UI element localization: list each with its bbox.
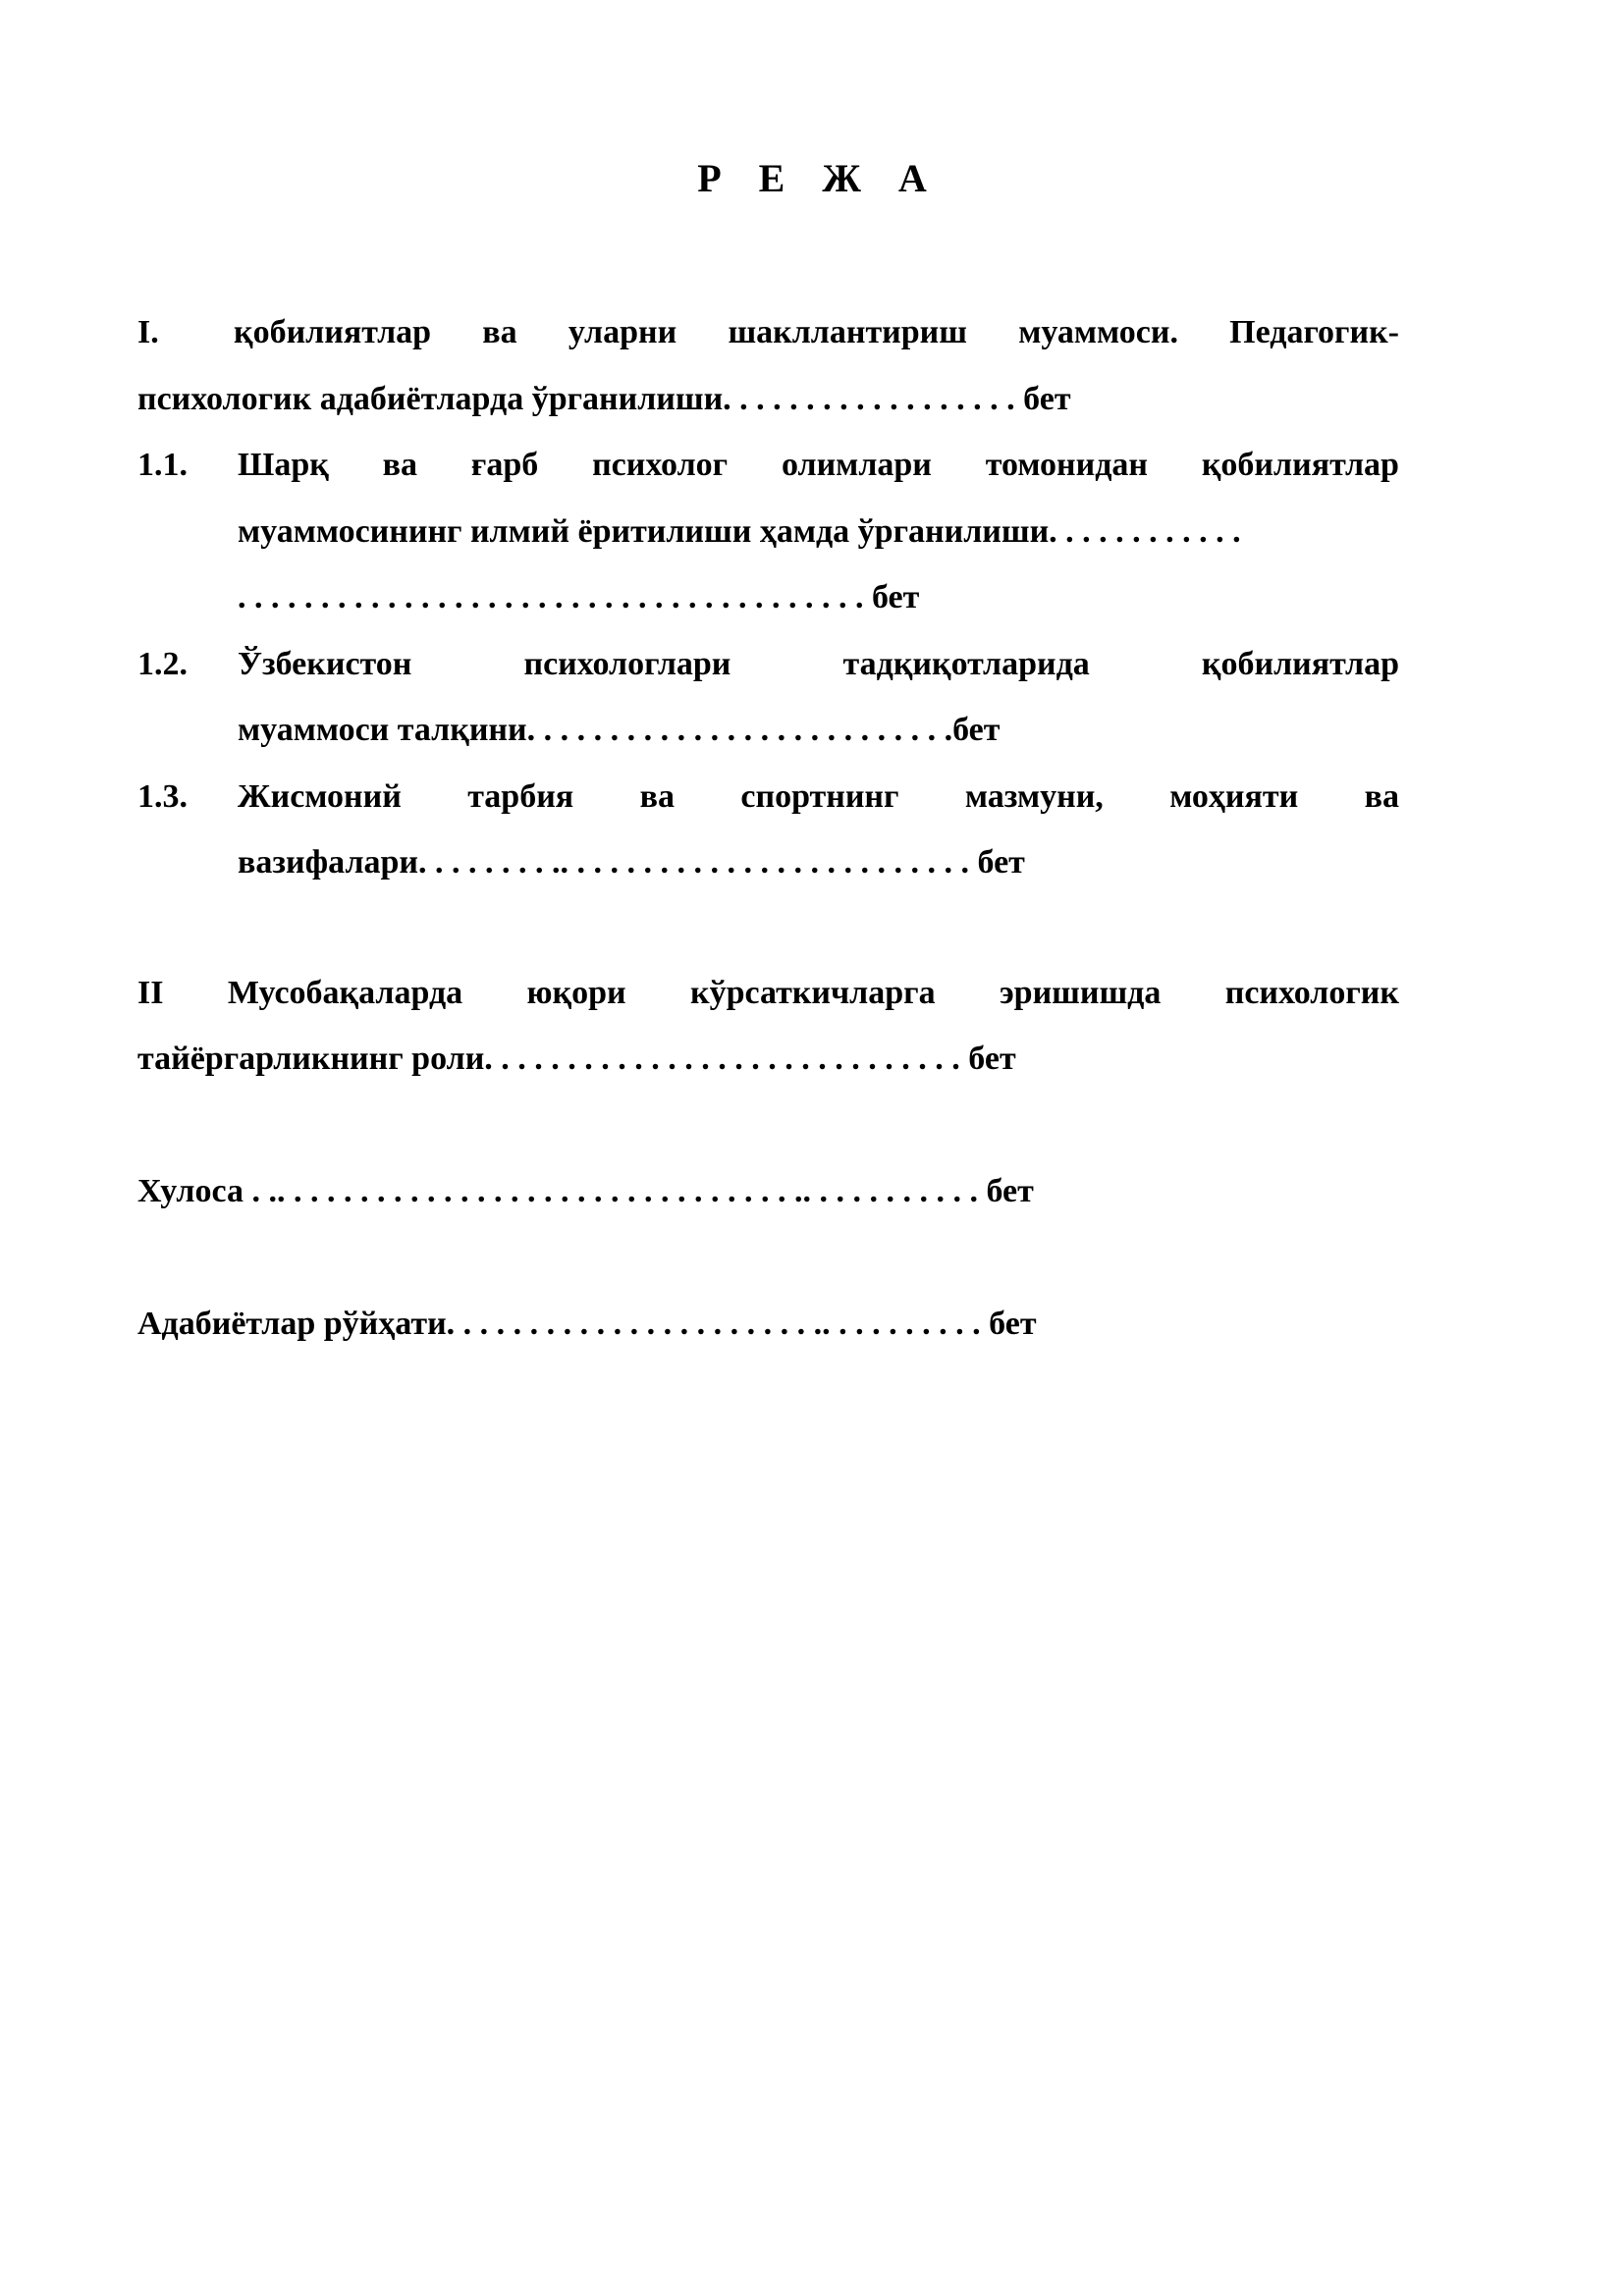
toc-word: тарбия: [467, 778, 574, 815]
toc-word: ва: [382, 447, 418, 483]
toc-entry-s12-line1: [238, 648, 1399, 681]
toc-entry-s11-line3: . . . . . . . . . . . . . . . . . . . . . . . . . . . . . . . . . . . . . . бет: [238, 579, 920, 615]
toc-word: Ўзбекистон: [238, 646, 412, 682]
toc-word: ғарб: [470, 447, 539, 483]
toc-word: Мусобақаларда: [227, 975, 463, 1011]
toc-word: спортнинг: [740, 778, 899, 815]
toc-word: қобилиятлар: [1201, 447, 1399, 483]
toc-word: тадқиқотларида: [842, 646, 1090, 682]
toc-word: психологлари: [523, 646, 731, 682]
toc-word: ва: [1364, 778, 1399, 815]
toc-word: олимлари: [781, 447, 932, 483]
toc-entry-s2-line1: [137, 977, 1399, 1010]
toc-entry-s2-line2: тайёргарликнинг роли. . . . . . . . . . . . . . . . . . . . . . . . . . . . . бет: [137, 1041, 1016, 1077]
toc-word: ва: [639, 778, 675, 815]
toc-number-s13: 1.3.: [137, 778, 188, 815]
page-title: [0, 155, 1624, 201]
toc-word: қобилиятлар: [234, 314, 432, 350]
toc-word: мазмуни,: [964, 778, 1104, 815]
toc-word: психолог: [592, 447, 729, 483]
toc-word: моҳияти: [1169, 778, 1299, 815]
toc-entry-s12-line2: муаммоси талқини. . . . . . . . . . . . . . . . . . . . . . . . . .бет: [238, 712, 1001, 748]
toc-entry-s1-line1: [234, 316, 1399, 349]
toc-word: уларни: [568, 314, 677, 350]
toc-word: Педагогик-: [1229, 314, 1399, 350]
toc-word: II: [137, 975, 164, 1011]
toc-entry-s11-line1: [238, 449, 1399, 482]
title-letter: Ж: [822, 156, 861, 200]
toc-word: юқори: [526, 975, 626, 1011]
toc-entry-references: Адабиётлар рўйҳати. . . . . . . . . . . . . . . . . . . . . . .. . . . . . . . . . бет: [137, 1306, 1037, 1342]
title-letter: Р: [697, 156, 722, 200]
toc-word: эришишда: [999, 975, 1162, 1011]
toc-number-s1: I.: [137, 314, 159, 350]
toc-word: ва: [482, 314, 517, 350]
toc-word: томонидан: [985, 447, 1149, 483]
toc-number-s11: 1.1.: [137, 447, 188, 483]
toc-entry-s13-line2: вазифалари. . . . . . . . .. . . . . . . . . . . . . . . . . . . . . . . . . бет: [238, 844, 1025, 881]
toc-number-s12: 1.2.: [137, 646, 188, 682]
toc-word: Шарқ: [238, 447, 329, 483]
toc-entry-s1-line2: психологик адабиётларда ўрганилиши. . . . . . . . . . . . . . . . . . бет: [137, 381, 1071, 417]
toc-word: кўрсаткичларга: [689, 975, 936, 1011]
toc-entry-s13-line1: [238, 780, 1399, 814]
toc-word: психологик: [1224, 975, 1399, 1011]
title-letter: А: [897, 156, 927, 200]
toc-entry-conclusion: Хулоса . .. . . . . . . . . . . . . . . . . . . . . . . . . . . . . . . .. . . . . . . . . . . бет: [137, 1173, 1034, 1209]
toc-entry-s11-line2: муаммосининг илмий ёритилиши ҳамда ўрганилиши. . . . . . . . . . . .: [238, 513, 1241, 550]
toc-word: муаммоси.: [1018, 314, 1178, 350]
toc-word: шакллантириш: [728, 314, 967, 350]
toc-word: Жисмоний: [238, 778, 402, 815]
toc-word: қобилиятлар: [1201, 646, 1399, 682]
title-letter: Е: [758, 156, 785, 200]
